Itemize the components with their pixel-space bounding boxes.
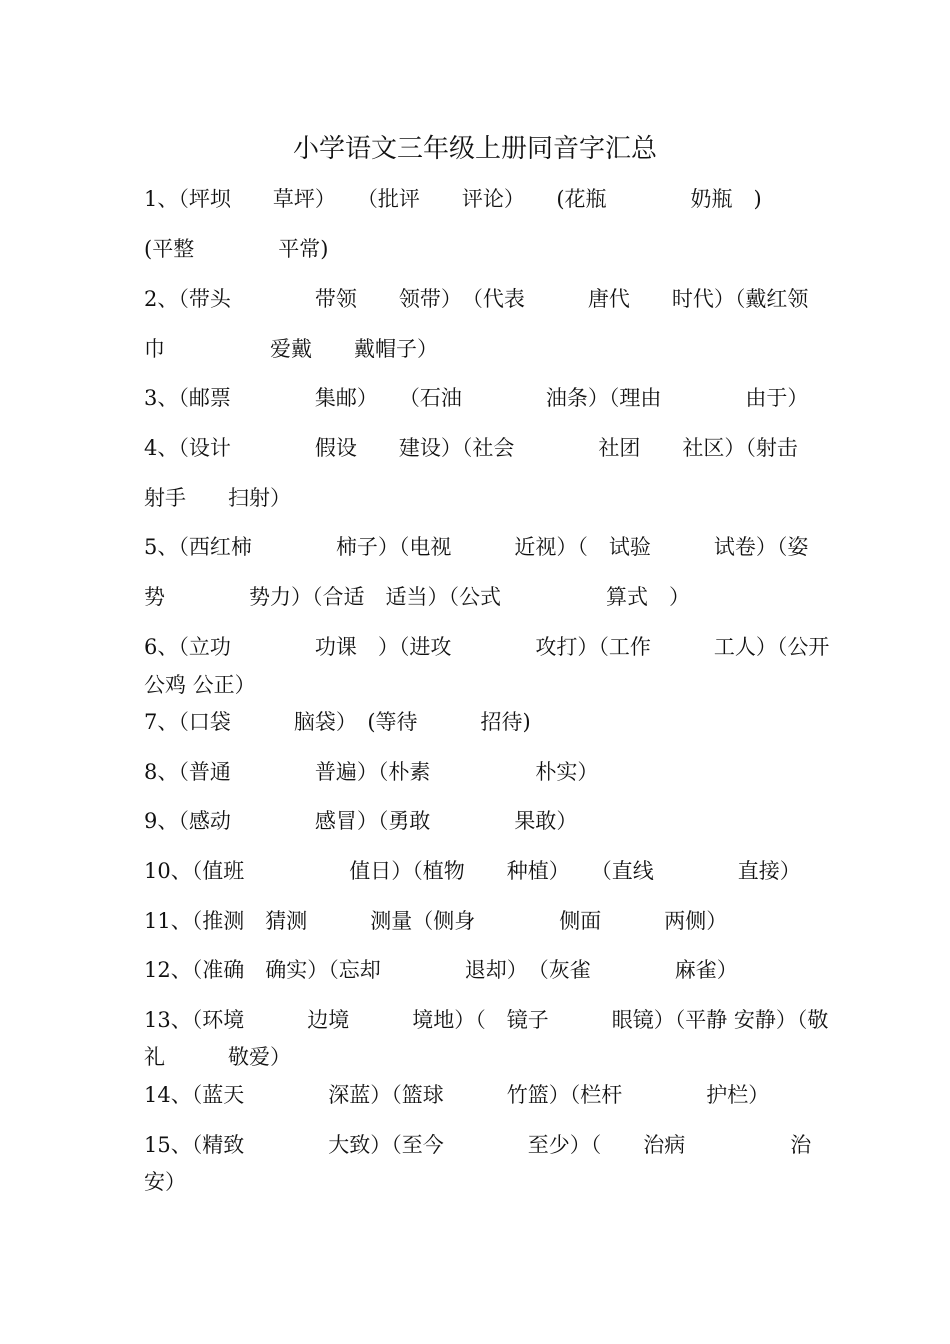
text-line: 5、（西红柿 柿子）（电视 近视）（ 试验 试卷）（姿 [144,535,809,559]
text-line: 势 势力）（合适 适当）（公式 算式 ） [144,585,690,609]
text-line: 13、（环境 边境 境地）（ 镜子 眼镜）（平静 安静）（敬 [144,1008,829,1032]
text-line: 2、（带头 带领 领带） （代表 唐代 时代）（戴红领 [144,287,809,311]
text-line: 4、（设计 假设 建设）（社会 社团 社区）（射击 [144,436,798,460]
text-line: 安） [144,1170,186,1194]
text-line: 射手 扫射） [144,486,291,510]
text-line: 6、（立功 功课 ）（进攻 攻打）（工作 工人）（公开 [144,635,830,659]
text-line: 1、（坪坝 草坪） （批评 评论） (花瓶 奶瓶 ) [144,187,762,211]
text-line: 15、（精致 大致）（至今 至少）（ 治病 治 [144,1133,812,1157]
text-line: 礼 敬爱） [144,1045,291,1069]
text-line: 14、（蓝天 深蓝）（篮球 竹篮）（栏杆 护栏） [144,1083,770,1107]
text-line: 7、（口袋 脑袋） (等待 招待) [144,710,531,734]
text-line: 12、（准确 确实）（忘却 退却） （灰雀 麻雀） [144,958,738,982]
text-line: (平整 平常) [144,237,329,261]
text-line: 11、（推测 猜测 测量（侧身 侧面 两侧） [144,909,728,933]
document-title: 小学语文三年级上册同音字汇总 [292,134,657,164]
text-line: 9、（感动 感冒）（勇敢 果敢） [144,809,578,833]
text-line: 巾 爱戴 戴帽子） [144,337,438,361]
text-line: 3、（邮票 集邮） （石油 油条）（理由 由于） [144,386,809,410]
text-line: 8、（普通 普遍）（朴素 朴实） [144,760,599,784]
text-line: 公鸡 公正） [144,673,256,697]
text-line: 10、（值班 值日）（植物 种植） （直线 直接） [144,859,801,883]
